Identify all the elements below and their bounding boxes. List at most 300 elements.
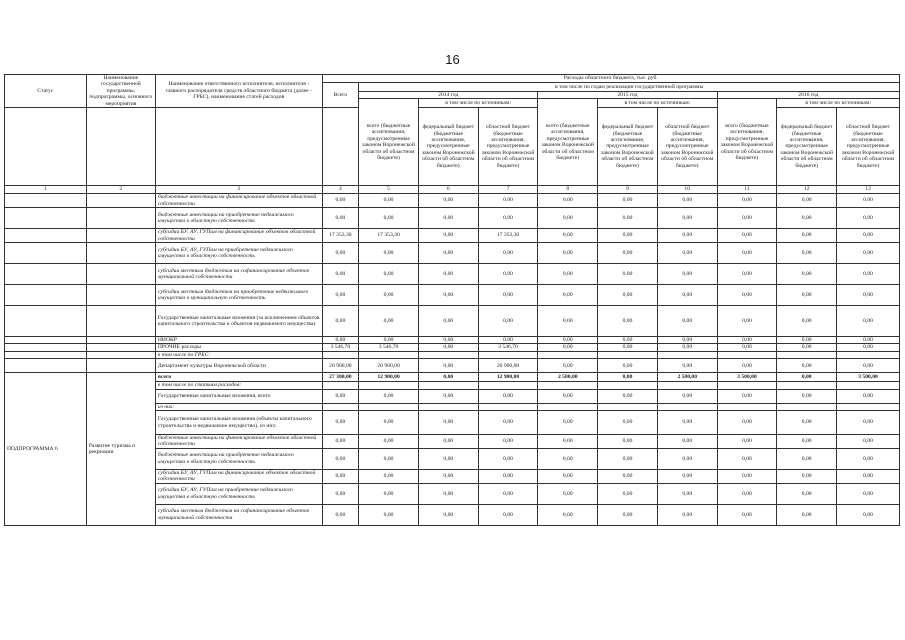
row-description: субсидии местным бюджетам на софинансирование объектов муниципальной собственности <box>155 504 322 525</box>
value-cell: 0,00 <box>598 448 658 469</box>
value-cell: 0,00 <box>478 483 538 504</box>
value-cell: 0,00 <box>538 389 598 403</box>
value-cell: 0,00 <box>777 373 837 382</box>
value-cell <box>538 351 598 358</box>
header-year-2016: 2016 год <box>717 91 899 98</box>
header-2016-federal: федеральный бюджет (бюджетные ассигнования, предусмотренные законом Воронежской области об областном бюджете) <box>777 108 837 186</box>
value-cell: 0,00 <box>598 469 658 483</box>
value-cell: 0,00 <box>478 448 538 469</box>
header-executor: Наименование ответственного исполнителя, исполнителя - главного распорядителя средств областного бюджета (далее - ГРБС), наименование статей расходов <box>155 75 322 108</box>
row-description: бюджетные инвестиции на финансирование объектов областной собственности <box>155 435 322 449</box>
value-cell: 3 500,00 <box>837 373 900 382</box>
row-description: бюджетные инвестиции на приобретение недвижимого имущества в областную собственность <box>155 208 322 229</box>
value-cell: 0,00 <box>777 448 837 469</box>
budget-table <box>4 74 900 526</box>
value-cell: 0,00 <box>359 389 419 403</box>
value-cell: 0,00 <box>657 469 717 483</box>
value-cell: 0,00 <box>777 208 837 229</box>
value-cell: 0,00 <box>837 469 900 483</box>
value-cell: 0,00 <box>777 337 837 344</box>
row-description: субсидии БУ, АУ, ГУПам на приобретение недвижимого имущества в областную собственность <box>155 483 322 504</box>
value-cell: 0,00 <box>598 229 658 243</box>
status-cell <box>5 359 87 373</box>
value-cell: 0,00 <box>837 194 900 208</box>
value-cell: 0,00 <box>598 483 658 504</box>
column-number: 11 <box>717 186 777 194</box>
table-body-subprogram <box>5 373 900 526</box>
value-cell: 0,00 <box>777 359 837 373</box>
value-cell: 0,00 <box>359 264 419 285</box>
value-cell: 0,00 <box>538 243 598 264</box>
value-cell: 0,00 <box>478 264 538 285</box>
header-year-2015: 2015 год <box>538 91 717 98</box>
value-cell: 0,00 <box>322 435 359 449</box>
value-cell: 0,00 <box>359 337 419 344</box>
value-cell: 0,00 <box>657 504 717 525</box>
value-cell: 0,00 <box>478 243 538 264</box>
table-row <box>5 306 900 337</box>
value-cell: 0,00 <box>598 243 658 264</box>
value-cell: 0,00 <box>322 389 359 403</box>
value-cell: 0,00 <box>777 389 837 403</box>
value-cell: 0,00 <box>538 448 598 469</box>
status-cell <box>5 208 87 229</box>
value-cell <box>717 403 777 410</box>
value-cell: 0,00 <box>359 306 419 337</box>
value-cell <box>717 382 777 389</box>
value-cell: 0,00 <box>598 194 658 208</box>
value-cell: 0,00 <box>837 243 900 264</box>
subprogram-name: Развитие туризма и рекреации <box>86 373 155 526</box>
header-main-title: Расходы областного бюджета, тыс. руб. <box>322 75 899 83</box>
value-cell: 2 500,00 <box>657 373 717 382</box>
value-cell: 17 353,30 <box>478 229 538 243</box>
value-cell <box>478 351 538 358</box>
value-cell: 0,00 <box>538 344 598 351</box>
value-cell: 0,00 <box>418 504 478 525</box>
value-cell <box>538 382 598 389</box>
value-cell: 0,00 <box>777 285 837 306</box>
column-number: 2 <box>86 186 155 194</box>
value-cell: 0,00 <box>717 411 777 435</box>
value-cell: 0,00 <box>717 208 777 229</box>
value-cell: 0,00 <box>837 337 900 344</box>
value-cell: 0,00 <box>322 504 359 525</box>
value-cell: 0,00 <box>598 337 658 344</box>
value-cell <box>777 351 837 358</box>
value-cell: 0,00 <box>418 344 478 351</box>
header-sub-title: в том числе по годам реализации государственной программы <box>359 83 900 92</box>
table-row <box>5 285 900 306</box>
header-2015-federal: федеральный бюджет (бюджетные ассигнования, предусмотренные законом Воронежской области об областном бюджете) <box>598 108 658 186</box>
program-cell <box>86 194 155 208</box>
program-cell <box>86 285 155 306</box>
table-row <box>5 359 900 373</box>
value-cell <box>322 382 359 389</box>
value-cell: 0,00 <box>837 448 900 469</box>
value-cell: 0,00 <box>777 306 837 337</box>
value-cell: 0,00 <box>538 229 598 243</box>
value-cell: 0,00 <box>837 389 900 403</box>
value-cell: 0,00 <box>538 306 598 337</box>
row-description: НИОКР <box>155 337 322 344</box>
column-number: 13 <box>837 186 900 194</box>
value-cell: 0,00 <box>418 448 478 469</box>
value-cell <box>598 403 658 410</box>
header-2014-regional: областной бюджет (бюджетные ассигнования, предусмотренные законом Воронежской области об областном бюджете) <box>478 108 538 186</box>
value-cell: 0,00 <box>837 306 900 337</box>
value-cell: 0,00 <box>777 264 837 285</box>
value-cell: 0,00 <box>657 448 717 469</box>
value-cell: 0,00 <box>538 411 598 435</box>
value-cell: 0,00 <box>657 229 717 243</box>
value-cell: 0,00 <box>657 243 717 264</box>
value-cell: 0,00 <box>418 306 478 337</box>
value-cell: 0,00 <box>538 469 598 483</box>
value-cell: 0,00 <box>777 411 837 435</box>
value-cell <box>837 403 900 410</box>
header-2015-all: всего (бюджетные ассигнования, предусмотренные законом Воронежской области об областном бюджете) <box>538 99 598 186</box>
row-description: из них: <box>155 403 322 410</box>
value-cell: 0,00 <box>538 435 598 449</box>
row-description: субсидии БУ, АУ, ГУПам на финансирование объектов областной собственности <box>155 469 322 483</box>
value-cell: 0,00 <box>418 229 478 243</box>
value-cell: 0,00 <box>717 337 777 344</box>
column-number: 7 <box>478 186 538 194</box>
program-cell <box>86 264 155 285</box>
value-cell: 0,00 <box>418 264 478 285</box>
column-number: 8 <box>538 186 598 194</box>
value-cell: 0,00 <box>322 208 359 229</box>
value-cell: 17 353,30 <box>359 229 419 243</box>
value-cell: 0,00 <box>837 264 900 285</box>
value-cell: 0,00 <box>322 285 359 306</box>
value-cell: 17 353,30 <box>322 229 359 243</box>
value-cell: 0,00 <box>418 411 478 435</box>
column-number: 6 <box>418 186 478 194</box>
value-cell <box>478 403 538 410</box>
page-number: 16 <box>445 52 460 67</box>
value-cell: 0,00 <box>359 448 419 469</box>
value-cell <box>359 351 419 358</box>
value-cell <box>418 403 478 410</box>
value-cell: 0,00 <box>418 337 478 344</box>
column-number: 5 <box>359 186 419 194</box>
value-cell: 0,00 <box>717 469 777 483</box>
value-cell: 0,00 <box>598 264 658 285</box>
value-cell: 20 900,00 <box>322 359 359 373</box>
value-cell <box>837 351 900 358</box>
value-cell <box>837 382 900 389</box>
value-cell: 3 546,70 <box>478 344 538 351</box>
row-description: бюджетные инвестиции на финансирование объектов областной собственности <box>155 194 322 208</box>
value-cell: 0,00 <box>418 359 478 373</box>
value-cell: 0,00 <box>657 389 717 403</box>
value-cell: 0,00 <box>717 306 777 337</box>
value-cell: 0,00 <box>359 208 419 229</box>
header-2014-all: всего (бюджетные ассигнования, предусмотренные законом Воронежской области об областном бюджете) <box>359 99 419 186</box>
value-cell: 20 900,00 <box>359 359 419 373</box>
program-cell <box>86 208 155 229</box>
value-cell: 0,00 <box>478 306 538 337</box>
program-cell <box>86 351 155 358</box>
status-cell <box>5 351 87 358</box>
value-cell <box>359 382 419 389</box>
value-cell: 27 300,00 <box>322 373 359 382</box>
header-total: Всего <box>322 83 359 108</box>
table-row <box>5 264 900 285</box>
value-cell: 0,00 <box>657 337 717 344</box>
header-2015-regional: областной бюджет (бюджетные ассигнования, предусмотренные законом Воронежской области об областном бюджете) <box>657 108 717 186</box>
table-row <box>5 194 900 208</box>
value-cell: 0,00 <box>657 285 717 306</box>
value-cell: 0,00 <box>538 285 598 306</box>
header-2016-all: всего (бюджетные ассигнования, предусмотренные законом Воронежской области об областном бюджете) <box>717 99 777 186</box>
value-cell: 0,00 <box>418 373 478 382</box>
value-cell: 0,00 <box>717 229 777 243</box>
value-cell: 20 900,00 <box>478 359 538 373</box>
value-cell: 0,00 <box>657 435 717 449</box>
table-row <box>5 344 900 351</box>
value-cell: 0,00 <box>837 359 900 373</box>
value-cell: 12 900,00 <box>359 373 419 382</box>
header-program-name: Наименование государственной программы, подпрограммы, основного мероприятия <box>86 75 155 108</box>
value-cell <box>598 382 658 389</box>
row-description: Государственные капитальные вложения, всего <box>155 389 322 403</box>
value-cell <box>657 351 717 358</box>
header-2016-sources: в том числе по источникам: <box>777 99 900 108</box>
value-cell: 0,00 <box>478 469 538 483</box>
row-description: субсидии местным бюджетам на софинансирование объектов муниципальной собственности <box>155 264 322 285</box>
value-cell: 0,00 <box>777 229 837 243</box>
value-cell: 0,00 <box>598 504 658 525</box>
value-cell: 0,00 <box>717 483 777 504</box>
header-2016-regional: областной бюджет (бюджетные ассигнования, предусмотренные законом Воронежской области об областном бюджете) <box>837 108 900 186</box>
value-cell: 0,00 <box>478 504 538 525</box>
value-cell: 0,00 <box>837 208 900 229</box>
value-cell <box>777 403 837 410</box>
program-cell <box>86 344 155 351</box>
value-cell: 0,00 <box>359 411 419 435</box>
value-cell: 0,00 <box>598 389 658 403</box>
value-cell: 0,00 <box>657 359 717 373</box>
value-cell: 0,00 <box>322 194 359 208</box>
column-numbers-row <box>5 186 900 194</box>
value-cell: 0,00 <box>777 469 837 483</box>
row-description: субсидии местным бюджетам на приобретение недвижимого имущества в муниципальную собственность <box>155 285 322 306</box>
value-cell <box>657 403 717 410</box>
value-cell: 0,00 <box>837 483 900 504</box>
value-cell: 0,00 <box>777 435 837 449</box>
value-cell: 0,00 <box>837 229 900 243</box>
status-cell <box>5 229 87 243</box>
value-cell: 0,00 <box>598 373 658 382</box>
value-cell: 0,00 <box>538 194 598 208</box>
value-cell <box>657 382 717 389</box>
value-cell: 0,00 <box>478 389 538 403</box>
column-number: 12 <box>777 186 837 194</box>
program-cell <box>86 359 155 373</box>
value-cell: 0,00 <box>322 337 359 344</box>
value-cell: 0,00 <box>538 264 598 285</box>
value-cell <box>359 403 419 410</box>
status-cell <box>5 344 87 351</box>
value-cell: 0,00 <box>717 344 777 351</box>
value-cell: 0,00 <box>478 337 538 344</box>
value-cell: 0,00 <box>322 411 359 435</box>
value-cell <box>598 351 658 358</box>
value-cell: 0,00 <box>359 243 419 264</box>
value-cell: 0,00 <box>657 264 717 285</box>
row-description: ПРОЧИЕ расходы <box>155 344 322 351</box>
value-cell: 0,00 <box>777 483 837 504</box>
value-cell <box>717 351 777 358</box>
header-year-2014: 2014 год <box>359 91 538 98</box>
value-cell: 0,00 <box>657 306 717 337</box>
value-cell <box>322 351 359 358</box>
value-cell: 0,00 <box>657 411 717 435</box>
value-cell: 0,00 <box>717 435 777 449</box>
value-cell: 0,00 <box>598 435 658 449</box>
value-cell: 0,00 <box>359 483 419 504</box>
value-cell: 0,00 <box>777 344 837 351</box>
value-cell: 0,00 <box>598 344 658 351</box>
status-cell <box>5 194 87 208</box>
header-2014-federal: федеральный бюджет (бюджетные ассигнования, предусмотренные законом Воронежской области об областном бюджете) <box>418 108 478 186</box>
program-cell <box>86 337 155 344</box>
program-cell <box>86 243 155 264</box>
row-description: Государственные капитальные вложения (объекты капитального строительства и недвижимое имущество), из них: <box>155 411 322 435</box>
table-row <box>5 208 900 229</box>
value-cell: 3 546,70 <box>322 344 359 351</box>
value-cell: 0,00 <box>837 411 900 435</box>
value-cell: 0,00 <box>837 435 900 449</box>
row-description: всего <box>155 373 322 382</box>
row-description: субсидии БУ, АУ, ГУПам на финансирование объектов областной собственности <box>155 229 322 243</box>
value-cell <box>478 382 538 389</box>
value-cell: 0,00 <box>538 504 598 525</box>
value-cell: 0,00 <box>717 285 777 306</box>
value-cell: 0,00 <box>418 243 478 264</box>
value-cell: 0,00 <box>598 285 658 306</box>
value-cell: 0,00 <box>478 411 538 435</box>
value-cell: 0,00 <box>837 344 900 351</box>
status-cell <box>5 264 87 285</box>
value-cell: 0,00 <box>418 285 478 306</box>
value-cell: 0,00 <box>837 504 900 525</box>
value-cell: 0,00 <box>418 194 478 208</box>
value-cell: 0,00 <box>418 389 478 403</box>
subprogram-status: ПОДПРОГРАММА 6 <box>5 373 87 526</box>
value-cell: 2 500,00 <box>538 373 598 382</box>
table-row <box>5 337 900 344</box>
table-row <box>5 229 900 243</box>
value-cell: 0,00 <box>717 194 777 208</box>
value-cell: 3 546,70 <box>359 344 419 351</box>
value-cell: 0,00 <box>322 243 359 264</box>
row-description: бюджетные инвестиции на приобретение недвижимого имущества в областную собственность <box>155 448 322 469</box>
status-cell <box>5 243 87 264</box>
row-description: в том числе по статьям расходов: <box>155 382 322 389</box>
value-cell: 0,00 <box>538 359 598 373</box>
table-row <box>5 351 900 358</box>
value-cell: 0,00 <box>478 435 538 449</box>
table-body-top <box>5 194 900 373</box>
value-cell: 0,00 <box>777 194 837 208</box>
value-cell: 0,00 <box>359 504 419 525</box>
status-cell <box>5 306 87 337</box>
value-cell: 0,00 <box>717 389 777 403</box>
value-cell: 0,00 <box>359 194 419 208</box>
value-cell: 0,00 <box>478 208 538 229</box>
value-cell: 0,00 <box>359 469 419 483</box>
column-number: 3 <box>155 186 322 194</box>
value-cell: 0,00 <box>538 208 598 229</box>
value-cell: 0,00 <box>657 194 717 208</box>
program-cell <box>86 306 155 337</box>
value-cell: 0,00 <box>478 194 538 208</box>
value-cell: 0,00 <box>322 264 359 285</box>
value-cell: 0,00 <box>598 208 658 229</box>
row-description: субсидии БУ, АУ, ГУПам на приобретение недвижимого имущества в областную собственность <box>155 243 322 264</box>
value-cell: 0,00 <box>657 344 717 351</box>
value-cell: 0,00 <box>598 411 658 435</box>
value-cell: 0,00 <box>657 208 717 229</box>
table-row <box>5 373 900 382</box>
value-cell <box>322 403 359 410</box>
status-cell <box>5 337 87 344</box>
row-description: Департамент культуры Воронежской области <box>155 359 322 373</box>
row-description: Государственные капитальные вложения (за исключением объектов капитального строительства и объектов недвижимого имущества) <box>155 306 322 337</box>
value-cell: 0,00 <box>657 483 717 504</box>
value-cell: 0,00 <box>418 469 478 483</box>
value-cell: 0,00 <box>418 435 478 449</box>
value-cell: 0,00 <box>538 337 598 344</box>
value-cell: 0,00 <box>717 243 777 264</box>
header-2014-sources: в том числе по источникам: <box>418 99 537 108</box>
value-cell: 0,00 <box>322 448 359 469</box>
value-cell: 3 500,00 <box>717 373 777 382</box>
value-cell: 0,00 <box>359 435 419 449</box>
value-cell: 0,00 <box>322 483 359 504</box>
value-cell: 0,00 <box>777 243 837 264</box>
row-description: в том числе по ГРБС: <box>155 351 322 358</box>
value-cell: 0,00 <box>598 359 658 373</box>
value-cell: 0,00 <box>418 483 478 504</box>
column-number: 1 <box>5 186 87 194</box>
value-cell <box>418 382 478 389</box>
status-cell <box>5 285 87 306</box>
value-cell: 0,00 <box>777 504 837 525</box>
value-cell <box>418 351 478 358</box>
value-cell: 0,00 <box>837 285 900 306</box>
value-cell: 0,00 <box>322 469 359 483</box>
value-cell: 0,00 <box>359 285 419 306</box>
value-cell: 12 900,00 <box>478 373 538 382</box>
program-cell <box>86 229 155 243</box>
value-cell: 0,00 <box>717 504 777 525</box>
column-number: 4 <box>322 186 359 194</box>
value-cell: 0,00 <box>478 285 538 306</box>
header-status: Статус <box>5 75 87 108</box>
value-cell: 0,00 <box>717 264 777 285</box>
value-cell: 0,00 <box>717 359 777 373</box>
column-number: 9 <box>598 186 658 194</box>
header-2015-sources: в том числе по источникам: <box>598 99 717 108</box>
value-cell <box>777 382 837 389</box>
value-cell: 0,00 <box>538 483 598 504</box>
value-cell: 0,00 <box>322 306 359 337</box>
